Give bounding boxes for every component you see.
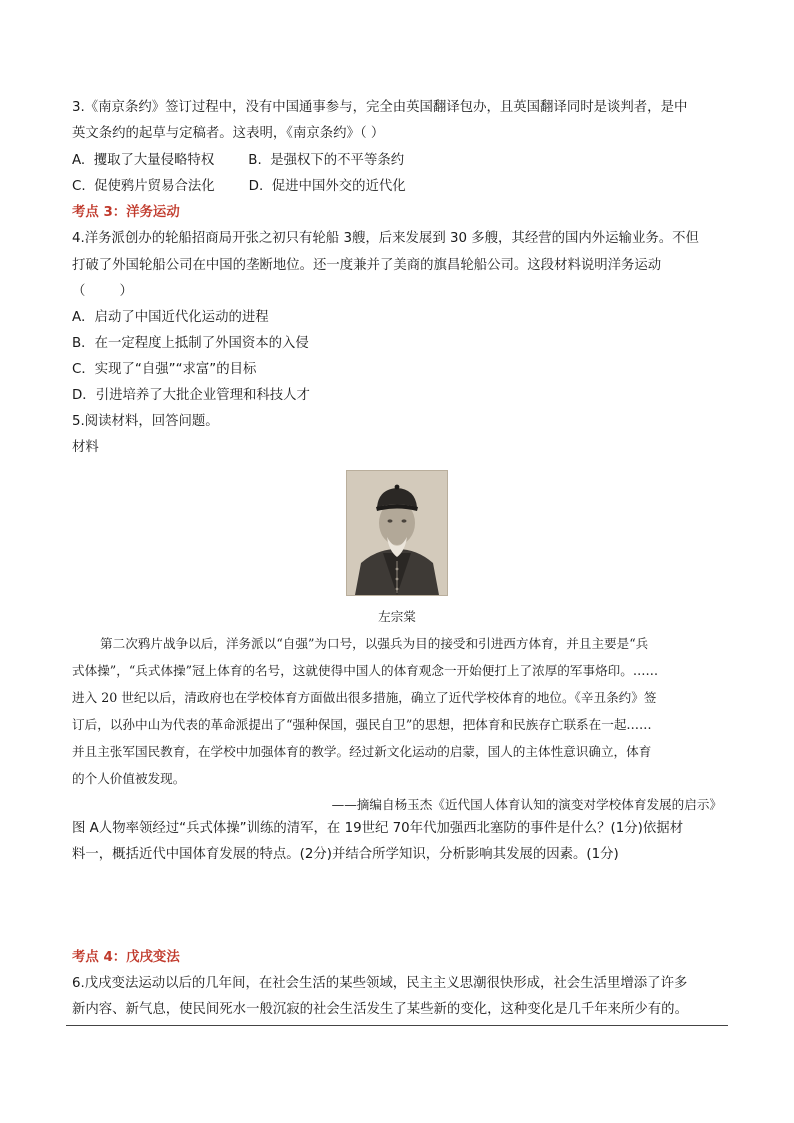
portrait-photo [346,470,448,596]
section-heading-point-4: 考点 4：戊戌变法 [72,950,180,965]
q3-options-ab: A. 攫取了大量侵略特权 B. 是强权下的不平等条约 [72,153,405,168]
q5-question-line-2: 料一，概括近代中国体育发展的特点。(2分)并结合所学知识，分析影响其发展的因素。(1分) [72,847,619,862]
q4-option-b: B．在一定程度上抵制了外国资本的入侵 [72,336,309,351]
q4-stem-line-2: 打破了外国轮船公司在中国的垄断地位。还一度兼并了美商的旗昌轮船公司。这段材料说明洋务运动 [72,258,662,273]
q5-question-line-1: 图 A人物率领经过“兵式体操”训练的清军，在 19世纪 70年代加强西北塞防的事件是什么？(1分)依据材 [72,821,684,836]
material-label: 材料 [72,440,99,455]
q4-option-c: C．实现了“自强”“求富”的目标 [72,362,257,377]
q4-option-d: D．引进培养了大批企业管理和科技人才 [72,388,310,403]
excerpt-line: 第二次鸦片战争以后，洋务派以“自强”为口号，以强兵为目的接受和引进西方体育，并且主要是“兵 [100,636,649,651]
excerpt-line: 并且主张军国民教育，在学校中加强体育的教学。经过新文化运动的启蒙，国人的主体性意识确立，体育 [72,744,652,759]
portrait-figure-icon [347,471,447,595]
q5-stem: 5.阅读材料，回答问题。 [72,414,219,429]
q4-option-a: A．启动了中国近代化运动的进程 [72,310,269,325]
portrait-caption: 左宗棠 [378,609,416,624]
q6-stem-line-2: 新内容、新气息，使民间死水一般沉寂的社会生活发生了某些新的变化，这种变化是几千年来所少有的。 [72,1002,688,1017]
q4-stem-line-1: 4.洋务派创办的轮船招商局开张之初只有轮船 3艘，后来发展到 30 多艘，其经营的国内外运输业务。不但 [72,231,699,246]
footer-divider [66,1025,728,1026]
excerpt-source: ——摘编自杨玉杰《近代国人体育认知的演变对学校体育发展的启示》 [331,797,722,812]
q3-options-cd: C. 促使鸦片贸易合法化 D. 促进中国外交的近代化 [72,179,406,194]
excerpt-line: 的个人价值被发现。 [72,771,186,786]
excerpt-line: 进入 20 世纪以后，清政府也在学校体育方面做出很多措施，确立了近代学校体育的地位。《辛丑条约》签 [72,690,657,705]
section-heading-point-3: 考点 3：洋务运动 [72,205,180,220]
q6-stem-line-1: 6.戊戌变法运动以后的几年间，在社会生活的某些领域，民主主义思潮很快形成，社会生活里增添了许多 [72,976,688,991]
excerpt-line: 式体操”，“兵式体操”冠上体育的名号，这就使得中国人的体育观念一开始便打上了浓厚的军事烙印。…… [72,663,659,678]
q3-stem-line-1: 3.《南京条约》签订过程中，没有中国通事参与，完全由英国翻译包办，且英国翻译同时是谈判者，是中 [72,100,688,115]
q3-stem-line-2: 英文条约的起草与定稿者。这表明，《南京条约》（ ） [72,126,385,141]
q4-answer-bracket: （ ） [72,284,133,299]
excerpt-line: 订后，以孙中山为代表的革命派提出了“强种保国，强民自卫”的思想，把体育和民族存亡联系在一起…… [72,717,652,732]
